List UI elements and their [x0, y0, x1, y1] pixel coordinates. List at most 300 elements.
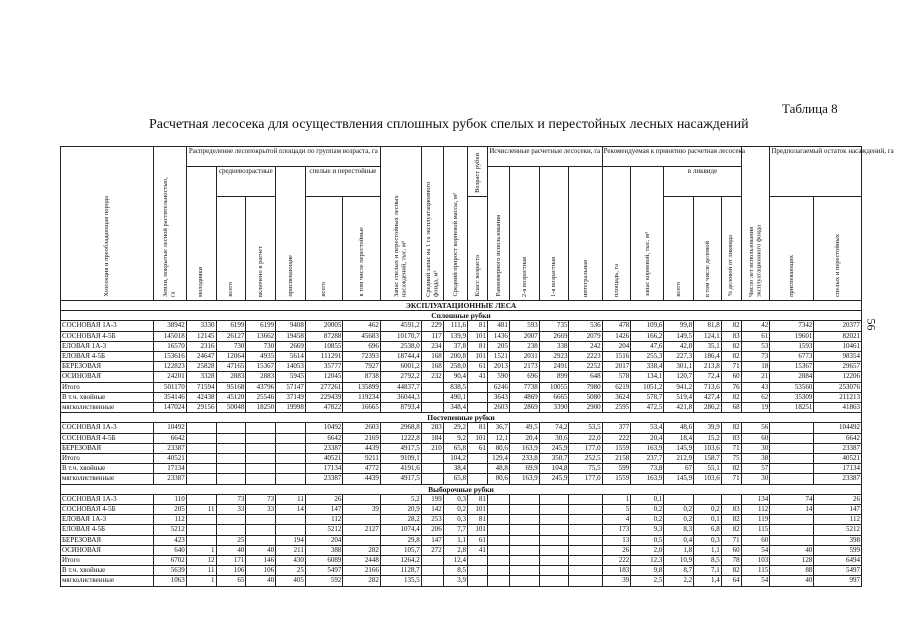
table-cell [216, 474, 246, 484]
table-cell [246, 454, 276, 464]
row-label: Итого [61, 556, 154, 566]
table-cell: 42 [741, 321, 770, 331]
table-cell: 6246 [487, 382, 509, 392]
table-cell [186, 454, 216, 464]
row-label: СОСНОВАЯ 4-5Б [61, 331, 154, 341]
table-cell: 6,8 [694, 525, 722, 535]
table-cell: 40 [216, 545, 246, 555]
table-cell: 54 [741, 576, 770, 586]
table-cell: 222 [602, 556, 631, 566]
row-label: ЕЛОВАЯ 1А-3 [61, 341, 154, 351]
row-label: СОСНОВАЯ 4-5Б [61, 433, 154, 443]
table-cell: 1222,8 [380, 433, 421, 443]
table-cell: 110 [153, 494, 186, 504]
table-cell [509, 525, 539, 535]
table-cell: 1559 [602, 443, 631, 453]
table-cell: 6642 [305, 433, 343, 443]
table-cell: 377 [602, 423, 631, 433]
table-cell: 238 [509, 341, 539, 351]
table-row [61, 505, 862, 515]
table-cell [509, 515, 539, 525]
table-cell: 55,1 [694, 464, 722, 474]
table-cell: 12145 [186, 331, 216, 341]
table-cell: 29,8 [380, 535, 421, 545]
table-cell: 10855 [305, 341, 343, 351]
table-cell: 53 [741, 341, 770, 351]
table-cell: 4772 [343, 464, 381, 474]
table-cell: 648 [569, 372, 602, 382]
table-cell: 245,9 [539, 474, 569, 484]
table-cell: 8,5 [694, 556, 722, 566]
header-age-distribution: Распределение лесопокрытой площади по группам возраста, га [186, 147, 380, 167]
table-cell [509, 556, 539, 566]
table-cell: 147 [814, 505, 862, 515]
table-cell: 2669 [276, 341, 306, 351]
table-cell: 590 [487, 372, 509, 382]
table-cell [509, 545, 539, 555]
table-cell [770, 464, 814, 474]
table-cell: 1436 [487, 331, 509, 341]
table-cell: 2669 [539, 331, 569, 341]
table-cell: 49,5 [509, 423, 539, 433]
table-cell: 478 [602, 321, 631, 331]
table-cell [569, 515, 602, 525]
table-cell: 5497 [814, 566, 862, 576]
table-cell: 74 [770, 494, 814, 504]
table-cell [216, 515, 246, 525]
table-row [61, 433, 862, 443]
header-liquid-pct: % деловой от ликвида [721, 197, 741, 301]
table-cell: 57147 [276, 382, 306, 392]
table-cell: 68 [721, 403, 741, 413]
table-cell [770, 423, 814, 433]
table-cell: 80,6 [487, 474, 509, 484]
table-row [61, 566, 862, 576]
table-cell: 232 [421, 372, 443, 382]
table-cell: 1051,2 [631, 382, 664, 392]
table-cell [487, 556, 509, 566]
table-cell: 82021 [814, 331, 862, 341]
table-cell: 212,9 [664, 454, 694, 464]
table-cell: 104492 [814, 423, 862, 433]
cutting-area-table [60, 146, 894, 587]
table-cell [468, 566, 488, 576]
table-cell: 338,4 [631, 362, 664, 372]
table-cell: 99,8 [664, 321, 694, 331]
table-cell [569, 535, 602, 545]
table-cell: 81 [468, 515, 488, 525]
table-cell [421, 464, 443, 474]
table-cell: 39 [343, 505, 381, 515]
table-cell: 168 [421, 362, 443, 372]
table-cell: 5497 [305, 566, 343, 576]
table-cell: 15367 [770, 362, 814, 372]
table-cell: 23387 [305, 474, 343, 484]
header-rec-area: площадь, га [602, 167, 631, 301]
table-cell: 1 [186, 576, 216, 586]
table-cell [770, 515, 814, 525]
table-cell: 735 [539, 321, 569, 331]
table-cell: 6665 [539, 392, 569, 402]
table-cell: 472,5 [631, 403, 664, 413]
table-row [61, 515, 862, 525]
table-cell: 2792,2 [380, 372, 421, 382]
table-cell [421, 403, 443, 413]
table-cell: 76 [721, 382, 741, 392]
table-cell [276, 433, 306, 443]
table-cell: 7342 [770, 321, 814, 331]
table-cell: 83 [721, 505, 741, 515]
table-cell [569, 494, 602, 504]
table-cell: 106 [216, 566, 246, 576]
table-cell [539, 515, 569, 525]
table-cell [770, 433, 814, 443]
table-cell [487, 535, 509, 545]
table-cell: 5639 [153, 566, 186, 576]
table-cell: 2013 [487, 362, 509, 372]
table-cell: 9,2 [443, 433, 467, 443]
header-years-use: Число лет использования эксплуатационного фонда [741, 147, 770, 301]
table-cell: 9,3 [631, 525, 664, 535]
table-cell [343, 535, 381, 545]
table-cell: 186,4 [694, 352, 722, 362]
table-cell: 8,3 [664, 525, 694, 535]
table-cell [468, 392, 488, 402]
table-cell [487, 576, 509, 586]
table-cell: 1426 [602, 331, 631, 341]
row-label: Итого [61, 382, 154, 392]
table-cell: 4 [602, 515, 631, 525]
header-age-class: Класс возраста [468, 197, 488, 301]
table-cell: 53,4 [631, 423, 664, 433]
table-cell: 83 [721, 331, 741, 341]
table-cell [246, 535, 276, 545]
table-cell: 4917,5 [380, 474, 421, 484]
table-cell [468, 382, 488, 392]
table-cell: 147024 [153, 403, 186, 413]
table-cell: 112 [153, 515, 186, 525]
table-cell [421, 382, 443, 392]
table-cell: 158,7 [694, 454, 722, 464]
table-cell: 7738 [509, 382, 539, 392]
table-cell: 277261 [305, 382, 343, 392]
table-cell: 103,6 [694, 443, 722, 453]
table-cell: 2223 [569, 352, 602, 362]
table-label: Таблица 8 [782, 101, 838, 116]
table-cell: 696 [343, 341, 381, 351]
table-cell [216, 454, 246, 464]
table-cell: 1,1 [694, 545, 722, 555]
table-cell: 40521 [814, 454, 862, 464]
table-cell: 13 [602, 535, 631, 545]
table-cell: 430 [276, 556, 306, 566]
group-title: Постепенные рубки [61, 413, 862, 423]
table-cell: 0,2 [443, 505, 467, 515]
table-cell: 2173 [509, 362, 539, 372]
table-cell: 50048 [216, 403, 246, 413]
table-cell: 61 [741, 331, 770, 341]
table-cell: 78 [721, 556, 741, 566]
table-cell: 128 [770, 556, 814, 566]
table-cell [539, 566, 569, 576]
table-cell [421, 566, 443, 576]
table-cell: 135,5 [380, 576, 421, 586]
row-label: ОСИНОВАЯ [61, 372, 154, 382]
table-cell: 234 [421, 341, 443, 351]
table-cell [276, 454, 306, 464]
table-cell: 71594 [186, 382, 216, 392]
row-label: СОСНОВАЯ 1А-3 [61, 494, 154, 504]
table-cell: 1,8 [664, 545, 694, 555]
table-cell: 88 [770, 566, 814, 576]
table-cell: 0,2 [664, 515, 694, 525]
table-cell [539, 535, 569, 545]
table-cell: 2127 [343, 525, 381, 535]
table-cell: 177,0 [569, 443, 602, 453]
table-cell [343, 515, 381, 525]
table-cell: 9408 [276, 321, 306, 331]
table-cell: 3330 [186, 321, 216, 331]
table-cell: 22,0 [569, 433, 602, 443]
table-row [61, 576, 862, 586]
page-number: 56 [864, 318, 879, 331]
table-cell: 87288 [305, 331, 343, 341]
table-cell: 65,8 [443, 474, 467, 484]
table-cell: 25546 [246, 392, 276, 402]
table-cell: 38942 [153, 321, 186, 331]
header-young: молодняки [186, 167, 216, 301]
table-cell: 19 [741, 403, 770, 413]
table-cell: 0,4 [664, 535, 694, 545]
table-cell: 1593 [770, 341, 814, 351]
table-cell: 30 [741, 443, 770, 453]
table-cell: 2252 [569, 362, 602, 372]
table-cell: 205 [487, 341, 509, 351]
table-cell: 338 [539, 341, 569, 351]
table-cell: 139,9 [443, 331, 467, 341]
group-title: Сплошные рубки [61, 311, 862, 321]
table-cell [216, 433, 246, 443]
table-cell: 7,7 [443, 525, 467, 535]
table-cell: 2595 [602, 403, 631, 413]
table-cell: 3624 [602, 392, 631, 402]
table-cell: 33 [216, 505, 246, 515]
table-cell: 2869 [509, 403, 539, 413]
header-mature-overmature: в том числе перестойные [343, 197, 381, 301]
document-title: Расчетная лесосека для осуществления сплошных рубок спелых и перестойных лесных насаждений [149, 117, 749, 132]
table-cell: 0,2 [631, 515, 664, 525]
table-cell: 2,2 [664, 576, 694, 586]
table-cell: 53560 [770, 382, 814, 392]
table-cell [468, 403, 488, 413]
table-cell [246, 525, 276, 535]
header-middle-total: всего [216, 197, 246, 301]
table-cell: 2883 [216, 372, 246, 382]
table-cell: 24647 [186, 352, 216, 362]
table-cell: 119 [741, 515, 770, 525]
table-cell: 6494 [814, 556, 862, 566]
table-cell: 41863 [814, 403, 862, 413]
table-cell: 713,6 [694, 382, 722, 392]
table-cell: 82 [721, 464, 741, 474]
table-cell: 153616 [153, 352, 186, 362]
table-cell: 20005 [305, 321, 343, 331]
table-cell: 29657 [814, 362, 862, 372]
table-cell [569, 576, 602, 586]
row-label: СОСНОВАЯ 4-5Б [61, 505, 154, 515]
table-cell: 2316 [186, 341, 216, 351]
table-cell: 111,6 [443, 321, 467, 331]
table-cell [216, 443, 246, 453]
table-cell: 1 [602, 494, 631, 504]
table-cell: 81 [468, 321, 488, 331]
row-label: Итого [61, 454, 154, 464]
table-cell: 5614 [276, 352, 306, 362]
table-cell: 33 [246, 505, 276, 515]
table-cell: 421,8 [664, 403, 694, 413]
table-cell: 592 [305, 576, 343, 586]
table-cell: 120,7 [664, 372, 694, 382]
table-cell: 7,1 [694, 566, 722, 576]
row-label: СОСНОВАЯ 1А-3 [61, 321, 154, 331]
table-cell: 3,9 [443, 576, 467, 586]
table-cell: 427,4 [694, 392, 722, 402]
table-cell: 80,6 [487, 443, 509, 453]
table-cell: 838,5 [443, 382, 467, 392]
header-calc-age1: 1-я возрастная [539, 167, 569, 301]
table-cell: 16665 [343, 403, 381, 413]
table-cell: 2,0 [631, 545, 664, 555]
table-cell [246, 515, 276, 525]
table-cell [186, 433, 216, 443]
table-row [61, 331, 862, 341]
table-cell: 42,8 [664, 341, 694, 351]
table-cell [186, 474, 216, 484]
table-cell [539, 525, 569, 535]
table-cell: 6199 [216, 321, 246, 331]
table-cell: 0,3 [443, 515, 467, 525]
table-cell [509, 505, 539, 515]
table-cell: 17134 [305, 464, 343, 474]
table-cell: 47165 [216, 362, 246, 372]
table-cell: 61 [468, 443, 488, 453]
table-cell: 101 [468, 352, 488, 362]
table-cell [186, 423, 216, 433]
table-cell: 82 [721, 321, 741, 331]
table-cell: 17134 [814, 464, 862, 474]
table-cell: 258,0 [443, 362, 467, 372]
table-cell: 17134 [153, 464, 186, 474]
table-row [61, 362, 862, 372]
table-row [61, 443, 862, 453]
table-cell: 73 [246, 494, 276, 504]
table-cell: 26 [814, 494, 862, 504]
table-row [61, 392, 862, 402]
table-cell: 640 [153, 545, 186, 555]
header-remainder: Предполагаемый остаток насаждений, га [770, 147, 862, 197]
table-cell: 20,4 [509, 433, 539, 443]
table-cell: 1 [186, 545, 216, 555]
table-cell [770, 454, 814, 464]
table-cell [468, 576, 488, 586]
table-cell: 23387 [153, 474, 186, 484]
table-cell: 3328 [186, 372, 216, 382]
table-cell [468, 454, 488, 464]
table-cell: 38 [741, 454, 770, 464]
table-cell [487, 494, 509, 504]
table-body [61, 301, 862, 587]
table-cell [246, 423, 276, 433]
table-cell: 4869 [509, 392, 539, 402]
table-cell: 45683 [343, 331, 381, 341]
table-cell: 37,8 [443, 341, 467, 351]
table-cell: 0,2 [631, 505, 664, 515]
table-cell: 40 [246, 576, 276, 586]
table-cell: 20,9 [380, 505, 421, 515]
table-cell: 0,1 [631, 494, 664, 504]
table-cell: 941,2 [664, 382, 694, 392]
table-cell: 71 [721, 362, 741, 372]
table-row [61, 545, 862, 555]
table-row [61, 454, 862, 464]
table-cell: 82 [721, 352, 741, 362]
table-cell: 12 [186, 556, 216, 566]
table-cell: 129,4 [487, 454, 509, 464]
header-avg-growth: Средний прирост корневой массы, м³ [443, 147, 467, 301]
table-cell: 101 [468, 505, 488, 515]
table-cell: 899 [539, 372, 569, 382]
header-mature-total: всего [305, 197, 343, 301]
table-cell: 272 [421, 545, 443, 555]
table-row [61, 494, 862, 504]
group-title: Выборочные рубки [61, 484, 862, 494]
table-cell: 145,9 [664, 443, 694, 453]
group-heading [61, 311, 862, 321]
table-cell: 104,8 [539, 464, 569, 474]
table-cell [509, 576, 539, 586]
header-mature: спелые и перестойные [305, 167, 380, 197]
table-cell: 490,1 [443, 392, 467, 402]
table-cell: 163,9 [631, 474, 664, 484]
table-cell: 2,5 [631, 576, 664, 586]
table-cell [186, 464, 216, 474]
table-cell: 24201 [153, 372, 186, 382]
table-cell: 501170 [153, 382, 186, 392]
table-row [61, 556, 862, 566]
header-calc-integral: интегральная [569, 167, 602, 301]
table-cell: 145018 [153, 331, 186, 341]
table-cell: 6642 [814, 433, 862, 443]
header-stock: Запас спелых и перестойных лесных насаждений, тыс. м³ [380, 147, 421, 301]
table-cell: 112 [814, 515, 862, 525]
table-cell: 104,2 [443, 454, 467, 464]
table-cell: 2884 [770, 372, 814, 382]
header-liquid-business: в том числе деловой [694, 197, 722, 301]
table-cell [487, 525, 509, 535]
table-cell: 47822 [305, 403, 343, 413]
table-cell: 60 [741, 433, 770, 443]
table-cell: 1521 [487, 352, 509, 362]
table-cell [216, 464, 246, 474]
table-cell: 205 [153, 505, 186, 515]
table-cell: 23387 [814, 443, 862, 453]
table-row [61, 403, 862, 413]
row-label: мягколиственные [61, 403, 154, 413]
table-cell: 2603 [487, 403, 509, 413]
table-cell: 82 [721, 341, 741, 351]
table-cell: 54 [741, 545, 770, 555]
table-cell: 36,7 [487, 423, 509, 433]
